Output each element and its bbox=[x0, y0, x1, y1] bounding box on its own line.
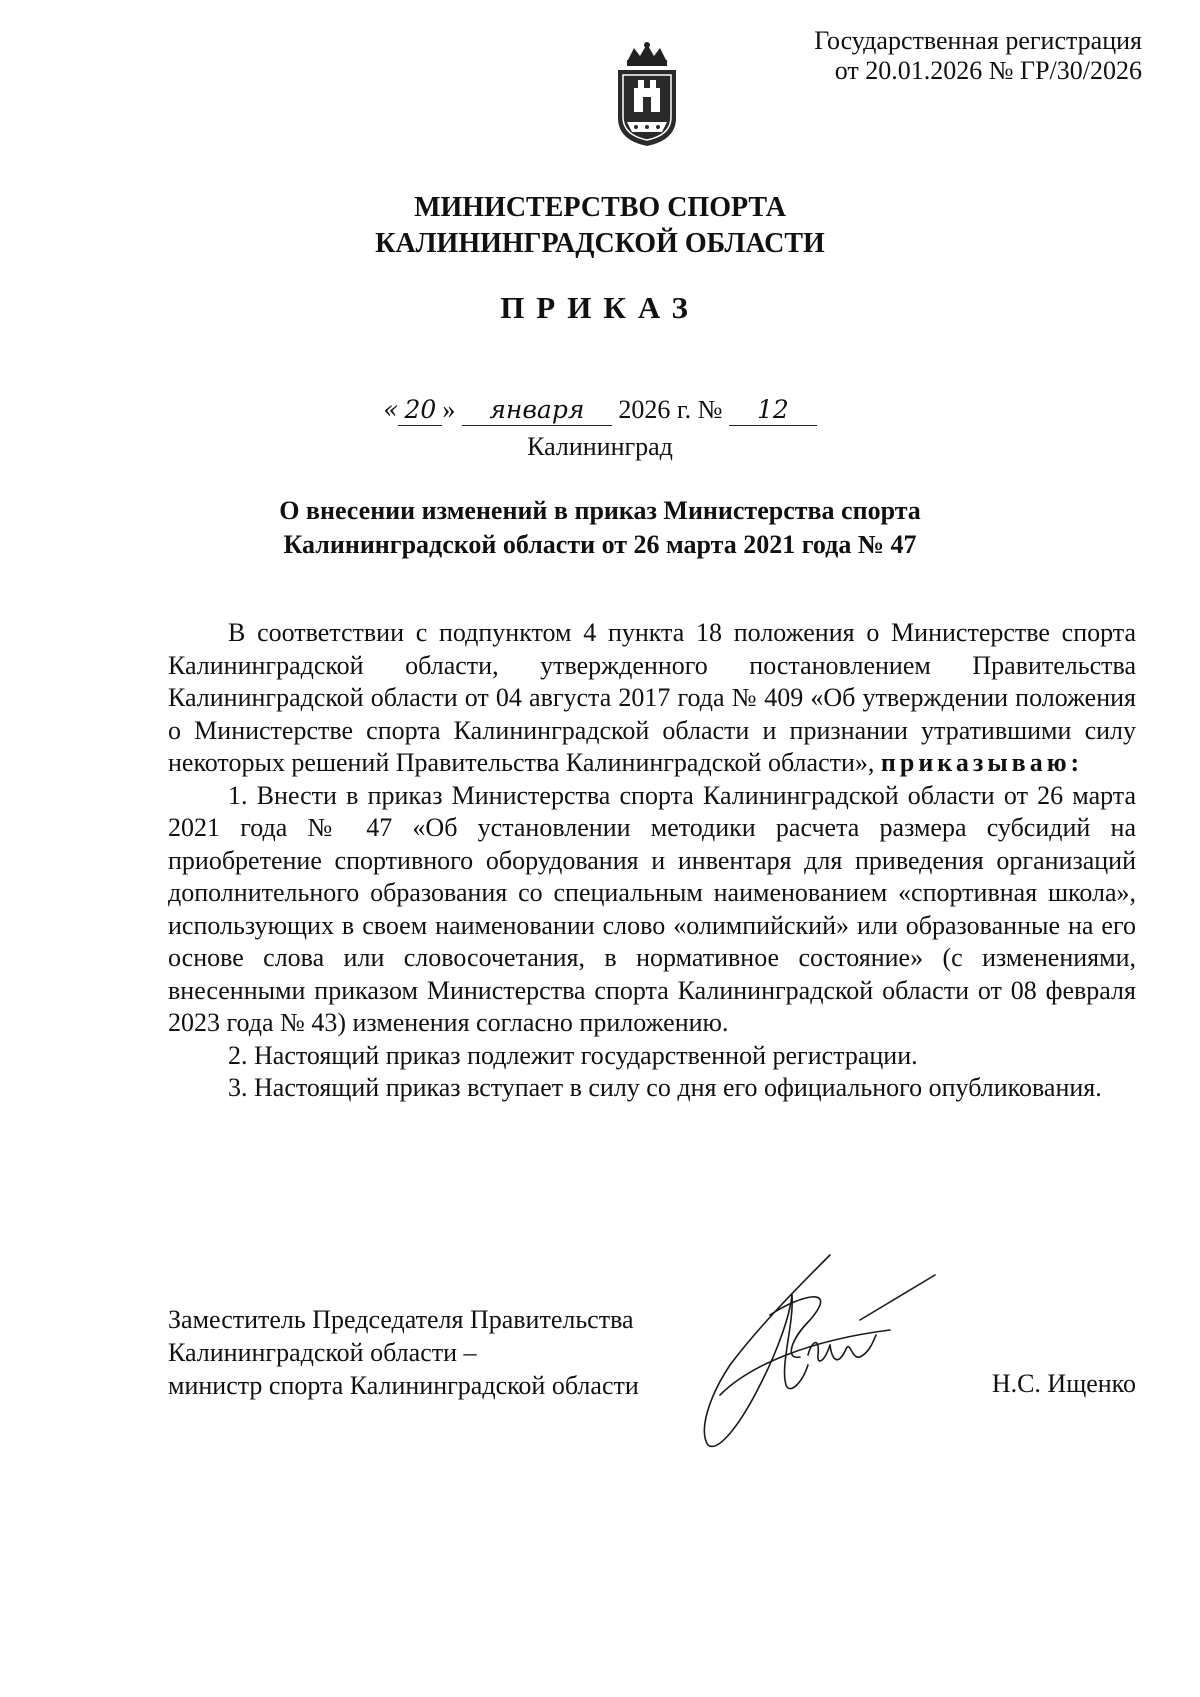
ministry-line-2: КАЛИНИНГРАДСКОЙ ОБЛАСТИ bbox=[375, 228, 825, 259]
handwritten-signature-icon bbox=[690, 1245, 940, 1455]
order-number: 12 bbox=[729, 395, 817, 426]
document-type: ПРИКАЗ bbox=[500, 290, 700, 325]
document-subject bbox=[0, 494, 1200, 562]
preamble-paragraph bbox=[168, 617, 1136, 780]
signatory-name: Н.С. Ищенко bbox=[991, 1369, 1136, 1398]
ministry-name bbox=[0, 190, 1200, 262]
registration-line-2: от 20.01.2026 № ГР/30/2026 bbox=[834, 56, 1142, 85]
preamble-text: В соответствии с подпунктом 4 пункта 18 положения о Министерстве спорта Калининградской области, утвержденного постановлением Правительства Калининградской области от 04 августа 2017 года № 409 «Об утверждении положения о Министерстве спорта Калининградской области и признании утратившими силу некоторых решений Правительства Калининградской области», bbox=[168, 618, 1136, 777]
subject-line-2: Калининградской области от 26 марта 2021 года № 47 bbox=[283, 530, 917, 559]
item-1: 1. Внести в приказ Министерства спорта Калининградской области от 26 марта 2021 года № 47 «Об установлении методики расчета размера субсидий на приобретение спортивного оборудования и инвентаря для приведения организаций дополнительного образования со специальным наименованием «спортивная школа», использующих в своем наименовании слово «олимпийский» или образованные на его основе слова или словосочетания, в нормативное состояние» (с изменениями, внесенными приказом Министерства спорта Калининградской области от 08 февраля 2023 года № 43) изменения согласно приложению. bbox=[168, 780, 1136, 1037]
signatory-line-2: Калининградской области – bbox=[168, 1338, 477, 1367]
ministry-line-1: МИНИСТЕРСТВО СПОРТА bbox=[414, 192, 786, 223]
subject-line-1: О внесении изменений в приказ Министерства спорта bbox=[279, 496, 921, 525]
document-body bbox=[168, 617, 1136, 1105]
date-line bbox=[0, 395, 1200, 426]
date-quote-close: » bbox=[442, 395, 456, 424]
date-quote-open: « bbox=[383, 395, 399, 424]
registration-line-1: Государственная регистрация bbox=[814, 26, 1142, 55]
date-day: 20 bbox=[398, 395, 442, 426]
signatory-line-1: Заместитель Председателя Правительства bbox=[168, 1305, 634, 1334]
registration-stamp bbox=[814, 26, 1142, 86]
date-month: января bbox=[462, 395, 612, 426]
coat-of-arms-icon bbox=[612, 40, 682, 148]
date-year-label: 2026 г. № bbox=[618, 395, 723, 424]
city: Калининград bbox=[527, 432, 673, 461]
order-word: приказываю: bbox=[880, 748, 1084, 777]
signatory-title bbox=[168, 1303, 639, 1402]
signatory-line-3: министр спорта Калининградской области bbox=[168, 1371, 639, 1400]
item-3: 3. Настоящий приказ вступает в силу со дня его официального опубликования. bbox=[228, 1073, 1102, 1102]
item-2: 2. Настоящий приказ подлежит государственной регистрации. bbox=[228, 1040, 918, 1070]
